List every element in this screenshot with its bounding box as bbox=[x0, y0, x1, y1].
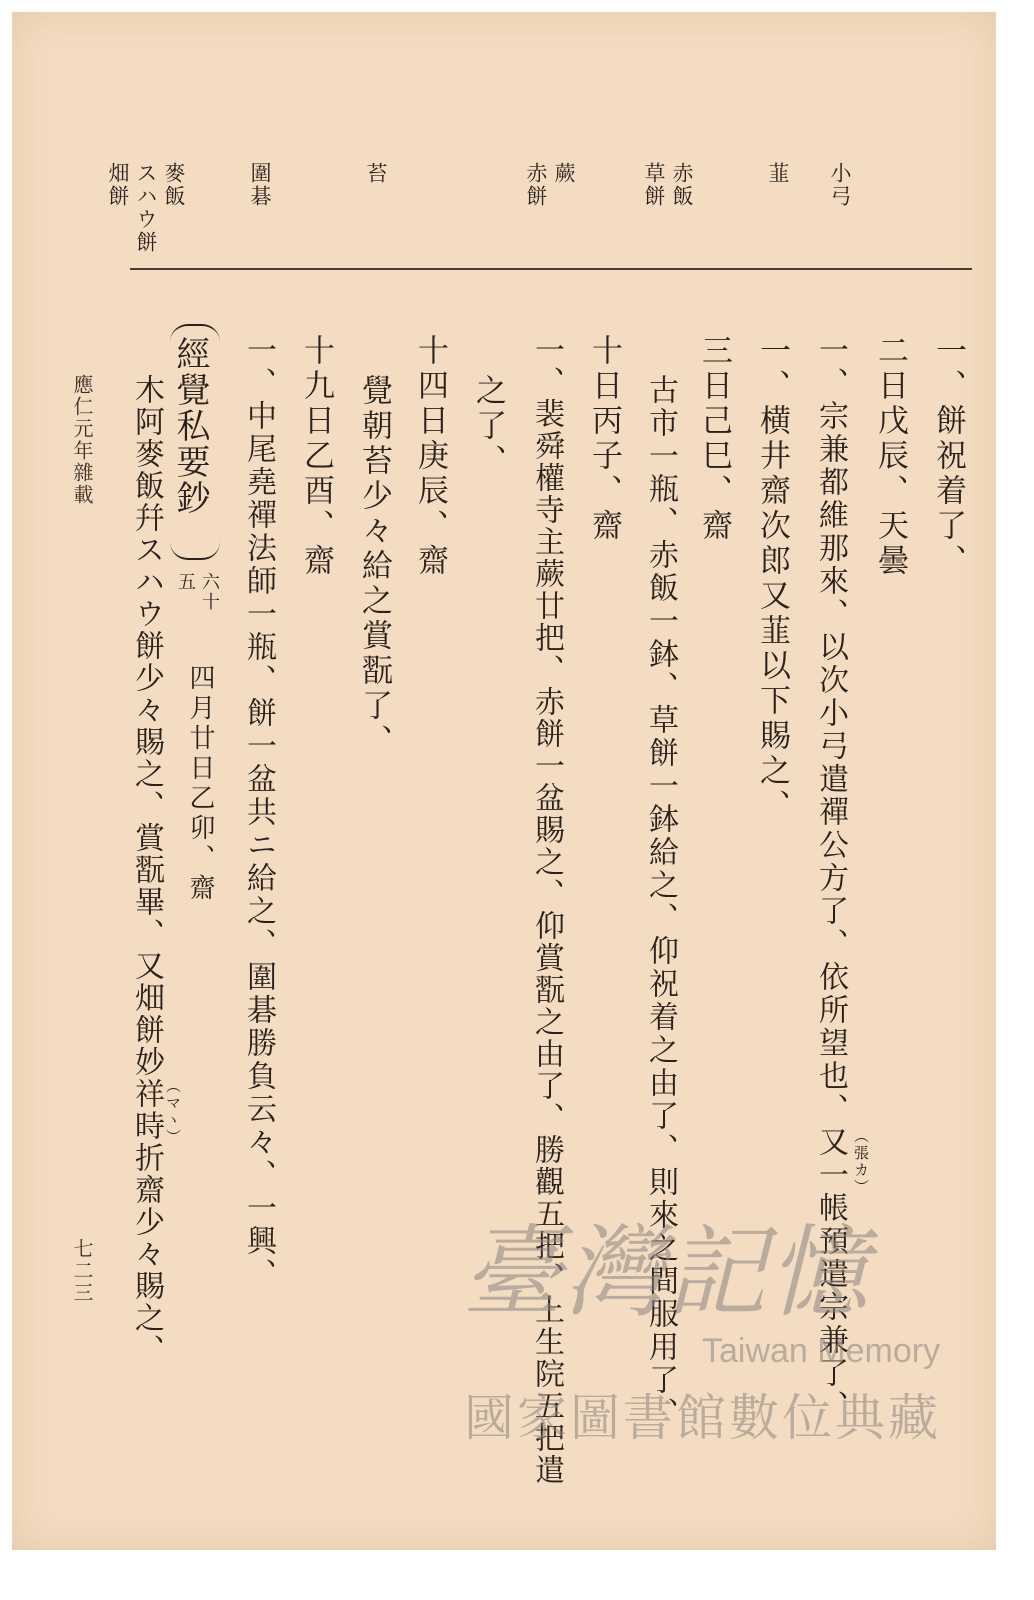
body-line-7: 十日丙子、齋 bbox=[586, 334, 622, 544]
header-item-7 bbox=[106, 162, 186, 254]
body-line-11: 覺朝苔少々給之賞翫了、 bbox=[356, 374, 392, 759]
body-line-2: 二日戊辰、天曇 bbox=[872, 334, 908, 579]
header-text: 小弓 bbox=[828, 162, 852, 208]
body-line-13: 一、中尾堯禪法師一瓶、餅一盆共ニ給之、圍碁勝負云々、一興、 bbox=[241, 334, 276, 1291]
watermark-calligraphy: 臺灣記憶 bbox=[462, 1214, 870, 1331]
watermark-english: Taiwan Memory bbox=[702, 1332, 941, 1370]
page-number: 七二三 bbox=[70, 1238, 94, 1304]
body-line-8: 一、裴舜權寺主蕨廿把、赤餅一盆賜之、仰賞翫之由了、勝觀五把、上生院五把遣 bbox=[529, 334, 564, 1486]
note-five: 五 bbox=[175, 572, 196, 592]
body-line-3: 一、宗兼都維那來、以次小弓遣禪公方了、依所望也、又一帳預遣宗兼了、 bbox=[813, 334, 848, 1423]
body-line-1: 一、餅祝着了、 bbox=[930, 334, 966, 579]
body-line-12: 十九日乙酉、齋 bbox=[298, 334, 334, 579]
header-text: 麥飯 bbox=[162, 162, 186, 208]
header-text: 苔 bbox=[364, 162, 388, 185]
header-item-6 bbox=[248, 162, 272, 208]
header-item-5 bbox=[364, 162, 388, 185]
header-text: 圍碁 bbox=[248, 162, 272, 208]
header-text: 赤飯 bbox=[670, 162, 694, 208]
source-title: 經覺私要鈔 bbox=[170, 336, 210, 516]
watermark bbox=[452, 1192, 972, 1452]
header-text: 赤餅 bbox=[524, 162, 548, 208]
header-text: スハウ餅 bbox=[134, 162, 158, 254]
body-line-14: 四月廿日乙卯、齋 bbox=[185, 664, 215, 904]
header-text: 草餅 bbox=[642, 162, 666, 208]
body-line-15: 木阿麥飯幷スハウ餅少々賜之、賞翫畢、又畑餅妙祥時折齋少々賜之、 bbox=[129, 374, 164, 1366]
note-zhang: （張カ） bbox=[852, 1128, 870, 1196]
note-sixty: 六十 bbox=[199, 572, 220, 612]
header-item-4 bbox=[524, 162, 576, 208]
source-title-bracket bbox=[170, 324, 220, 560]
body-line-5: 三日己巳、齋 bbox=[696, 334, 732, 544]
note-ma: （マヽ） bbox=[164, 1078, 182, 1146]
header-item-2 bbox=[766, 162, 790, 185]
watermark-chinese: 國家圖書館數位典藏 bbox=[464, 1389, 941, 1447]
body-line-10: 十四日庚辰、齋 bbox=[412, 334, 448, 579]
body-line-4: 一、横井齋次郎又韮以下賜之、 bbox=[754, 334, 790, 824]
document-page bbox=[12, 12, 996, 1550]
header-item-1 bbox=[828, 162, 852, 208]
header-text: 蕨 bbox=[552, 162, 576, 185]
body-line-9: 之了、 bbox=[470, 374, 506, 479]
header-text: 畑餅 bbox=[106, 162, 130, 208]
book-title: 應仁元年雜載 bbox=[70, 374, 94, 506]
header-item-3 bbox=[642, 162, 694, 208]
header-text: 韮 bbox=[766, 162, 790, 185]
body-line-6: 古市一瓶、赤飯一鉢、草餅一鉢給之、仰祝着之由了、則來之間服用了、 bbox=[643, 374, 678, 1430]
header-divider bbox=[130, 268, 972, 270]
